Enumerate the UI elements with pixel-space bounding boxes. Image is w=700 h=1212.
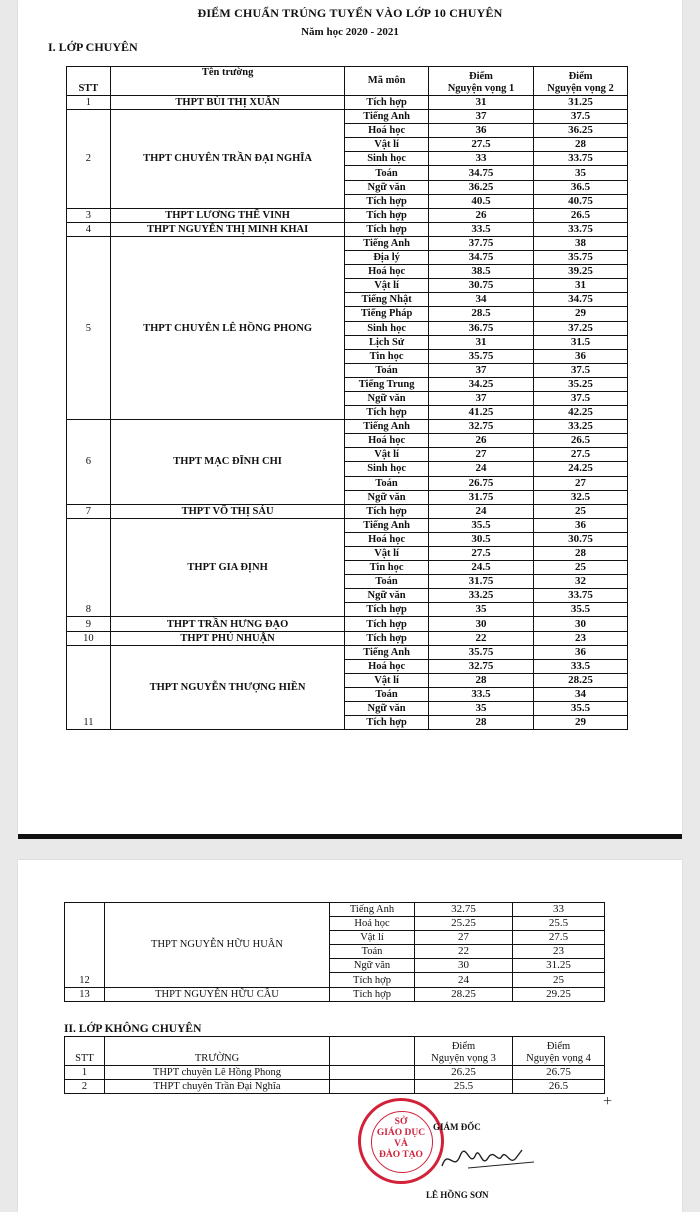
score-nv1-cell: 24.5 <box>428 561 533 575</box>
score-nv1-cell: 28.5 <box>428 307 533 321</box>
subject-cell: Tích hợp <box>345 603 428 617</box>
table-row <box>65 987 605 1001</box>
signatory-title: GIÁM ĐỐC <box>433 1122 481 1132</box>
score-nv2-cell: 28 <box>534 138 628 152</box>
score-nv2-cell: 31.25 <box>534 96 628 110</box>
school-name-cell: THPT PHÚ NHUẬN <box>110 631 345 645</box>
subject-cell: Hoá học <box>345 124 428 138</box>
score-nv2-cell: 26.5 <box>534 434 628 448</box>
score-nv1-cell: 35.75 <box>428 349 533 363</box>
score-nv1-cell: 36 <box>428 124 533 138</box>
subject-cell: Tích hợp <box>345 406 428 420</box>
stt-cell: 5 <box>67 236 111 419</box>
subject-cell: Vật lí <box>345 547 428 561</box>
score-nv2-cell: 30 <box>534 617 628 631</box>
school-name-cell: THPT CHUYÊN LÊ HỒNG PHONG <box>110 236 345 419</box>
table-row <box>67 236 628 250</box>
score-nv3-cell: 26.25 <box>415 1066 513 1080</box>
col-school: TRƯỜNG <box>105 1037 330 1066</box>
score-nv2-cell: 32.5 <box>534 490 628 504</box>
section-1-title: I. LỚP CHUYÊN <box>48 40 138 54</box>
stt-cell: 9 <box>67 617 111 631</box>
subject-cell: Hoá học <box>345 265 428 279</box>
document-page-2 <box>18 860 682 1212</box>
score-nv1-cell: 38.5 <box>428 265 533 279</box>
score-nv1-cell: 28.25 <box>415 987 513 1001</box>
score-nv1-cell: 31.75 <box>428 575 533 589</box>
score-nv1-cell: 28 <box>428 673 533 687</box>
score-nv2-cell: 33.25 <box>534 420 628 434</box>
score-nv2-cell: 33.75 <box>534 589 628 603</box>
subject-cell: Tiếng Nhật <box>345 293 428 307</box>
col-nv4-line1: Điểm <box>546 1041 571 1052</box>
stamp-line-4: ĐÀO TẠO <box>379 1150 423 1160</box>
subject-cell: Ngữ văn <box>345 490 428 504</box>
subject-cell: Toán <box>345 687 428 701</box>
subject-cell: Tiếng Anh <box>345 645 428 659</box>
score-nv2-cell: 32 <box>534 575 628 589</box>
subject-cell: Tiếng Anh <box>345 420 428 434</box>
subject-cell: Sinh học <box>345 152 428 166</box>
stt-cell: 10 <box>67 631 111 645</box>
col-nv1-line2: Nguyện vọng 1 <box>447 83 515 94</box>
score-nv1-cell: 34.75 <box>428 251 533 265</box>
subject-cell: Vật lí <box>345 279 428 293</box>
score-nv2-cell: 35.25 <box>534 377 628 391</box>
subject-cell: Toán <box>345 575 428 589</box>
table-row <box>65 1066 605 1080</box>
table-row <box>67 645 628 659</box>
score-nv2-cell: 36.5 <box>534 180 628 194</box>
score-nv2-cell: 23 <box>534 631 628 645</box>
score-nv3-cell: 25.5 <box>415 1080 513 1094</box>
subject-cell: Sinh học <box>345 462 428 476</box>
col-nv3 <box>415 1037 513 1066</box>
score-nv2-cell: 25.5 <box>513 917 605 931</box>
table-row <box>67 504 628 518</box>
score-nv2-cell: 37.5 <box>534 110 628 124</box>
score-nv2-cell: 36 <box>534 518 628 532</box>
score-nv1-cell: 31 <box>428 335 533 349</box>
score-nv1-cell: 37 <box>428 391 533 405</box>
table-row <box>67 222 628 236</box>
score-nv2-cell: 37.25 <box>534 321 628 335</box>
score-nv2-cell: 38 <box>534 236 628 250</box>
subject-cell: Tin học <box>345 561 428 575</box>
score-nv2-cell: 27 <box>534 476 628 490</box>
subject-cell: Toán <box>345 476 428 490</box>
school-name-cell: THPT NGUYỄN HỮU HUÂN <box>105 903 330 988</box>
subject-cell: Tích hợp <box>345 631 428 645</box>
blank-cell <box>330 1080 415 1094</box>
subject-cell: Toán <box>345 166 428 180</box>
pen-mark: + <box>603 1093 613 1110</box>
stt-cell: 4 <box>67 222 111 236</box>
score-nv2-cell: 33.75 <box>534 222 628 236</box>
subject-cell: Hoá học <box>345 659 428 673</box>
stt-cell: 13 <box>65 987 105 1001</box>
score-nv1-cell: 37 <box>428 110 533 124</box>
score-nv1-cell: 27 <box>415 931 513 945</box>
school-name-cell: THPT chuyên Trần Đại Nghĩa <box>105 1080 330 1094</box>
score-nv2-cell: 36.25 <box>534 124 628 138</box>
score-nv2-cell: 36 <box>534 349 628 363</box>
document-title: ĐIỂM CHUẨN TRÚNG TUYỂN VÀO LỚP 10 CHUYÊN <box>197 6 503 20</box>
stt-cell: 3 <box>67 208 111 222</box>
score-nv1-cell: 40.5 <box>428 194 533 208</box>
stt-cell: 6 <box>67 420 111 505</box>
score-nv1-cell: 27 <box>428 448 533 462</box>
table-header-row <box>67 67 628 96</box>
subject-cell: Tích hợp <box>345 504 428 518</box>
stt-cell: 1 <box>65 1066 105 1080</box>
stt-cell: 7 <box>67 504 111 518</box>
score-nv2-cell: 24.25 <box>534 462 628 476</box>
subject-cell: Tiếng Anh <box>345 236 428 250</box>
score-nv2-cell: 34 <box>534 687 628 701</box>
document-page-1 <box>18 0 682 834</box>
score-nv1-cell: 34.75 <box>428 166 533 180</box>
col-blank <box>330 1037 415 1066</box>
col-school: Tên trường <box>110 67 345 96</box>
col-nv4 <box>513 1037 605 1066</box>
score-nv1-cell: 30.75 <box>428 279 533 293</box>
subject-cell: Tích hợp <box>345 96 428 110</box>
score-nv1-cell: 24 <box>428 504 533 518</box>
score-nv2-cell: 28.25 <box>534 673 628 687</box>
subject-cell: Toán <box>345 363 428 377</box>
subject-cell: Tiếng Anh <box>345 110 428 124</box>
subject-cell: Hoá học <box>345 532 428 546</box>
subject-cell: Địa lý <box>345 251 428 265</box>
stt-cell: 12 <box>65 903 105 988</box>
score-nv2-cell: 34.75 <box>534 293 628 307</box>
col-nv2-line2: Nguyện vọng 2 <box>547 83 614 94</box>
school-name-cell: THPT BÙI THỊ XUÂN <box>110 96 345 110</box>
score-nv1-cell: 26 <box>428 208 533 222</box>
signatory-name: LÊ HỒNG SƠN <box>426 1190 489 1200</box>
table-row <box>67 617 628 631</box>
score-nv1-cell: 34.25 <box>428 377 533 391</box>
subject-cell: Ngữ văn <box>345 589 428 603</box>
score-nv1-cell: 24 <box>428 462 533 476</box>
table-row <box>67 96 628 110</box>
score-nv2-cell: 37.5 <box>534 391 628 405</box>
school-name-cell: THPT TRẦN HƯNG ĐẠO <box>110 617 345 631</box>
score-nv2-cell: 25 <box>513 973 605 987</box>
score-nv1-cell: 37 <box>428 363 533 377</box>
subject-cell: Lịch Sử <box>345 335 428 349</box>
score-nv2-cell: 25 <box>534 504 628 518</box>
stt-cell: 8 <box>67 518 111 617</box>
subject-cell: Tích hợp <box>345 222 428 236</box>
score-nv2-cell: 35.5 <box>534 603 628 617</box>
subject-cell: Ngữ văn <box>330 959 415 973</box>
handwritten-signature <box>438 1142 538 1176</box>
score-nv2-cell: 31.25 <box>513 959 605 973</box>
col-subject: Mã môn <box>345 67 428 96</box>
score-nv2-cell: 30.75 <box>534 532 628 546</box>
score-nv1-cell: 35 <box>428 702 533 716</box>
score-nv1-cell: 30.5 <box>428 532 533 546</box>
subject-cell: Tích hợp <box>330 973 415 987</box>
subject-cell: Ngữ văn <box>345 180 428 194</box>
score-nv2-cell: 28 <box>534 547 628 561</box>
score-nv2-cell: 27.5 <box>513 931 605 945</box>
stt-cell: 1 <box>67 96 111 110</box>
subject-cell: Tin học <box>345 349 428 363</box>
school-name-cell: THPT chuyên Lê Hồng Phong <box>105 1066 330 1080</box>
score-nv2-cell: 31.5 <box>534 335 628 349</box>
score-nv2-cell: 35.5 <box>534 702 628 716</box>
official-stamp <box>358 1098 444 1184</box>
score-nv2-cell: 36 <box>534 645 628 659</box>
table-row <box>65 903 605 917</box>
table-row <box>67 518 628 532</box>
subject-cell: Tiếng Trung <box>345 377 428 391</box>
score-nv2-cell: 35.75 <box>534 251 628 265</box>
table-row <box>67 110 628 124</box>
score-nv2-cell: 42.25 <box>534 406 628 420</box>
score-nv1-cell: 32.75 <box>415 903 513 917</box>
subject-cell: Hoá học <box>345 434 428 448</box>
stamp-line-1: SỞ <box>394 1117 408 1127</box>
col-nv3-line1: Điểm <box>451 1041 476 1052</box>
col-nv1 <box>428 67 533 96</box>
table-row <box>67 631 628 645</box>
score-nv1-cell: 26.75 <box>428 476 533 490</box>
score-nv1-cell: 36.75 <box>428 321 533 335</box>
score-nv1-cell: 27.5 <box>428 138 533 152</box>
score-nv1-cell: 35 <box>428 603 533 617</box>
stt-cell: 2 <box>65 1080 105 1094</box>
subject-cell: Toán <box>330 945 415 959</box>
subject-cell: Ngữ văn <box>345 391 428 405</box>
score-nv2-cell: 26.5 <box>534 208 628 222</box>
col-nv1-line1: Điểm <box>468 71 493 82</box>
score-nv2-cell: 25 <box>534 561 628 575</box>
col-nv3-line2: Nguyện vọng 3 <box>431 1053 496 1064</box>
stt-cell: 2 <box>67 110 111 209</box>
score-nv2-cell: 31 <box>534 279 628 293</box>
subject-cell: Vật lí <box>345 138 428 152</box>
score-nv4-cell: 26.75 <box>513 1066 605 1080</box>
table-row <box>65 1080 605 1094</box>
col-stt: STT <box>65 1037 105 1066</box>
score-nv1-cell: 26 <box>428 434 533 448</box>
score-nv1-cell: 33.25 <box>428 589 533 603</box>
score-nv2-cell: 29 <box>534 307 628 321</box>
subject-cell: Tiếng Pháp <box>345 307 428 321</box>
school-year: Năm học 2020 - 2021 <box>301 26 399 38</box>
school-name-cell: THPT LƯƠNG THẾ VINH <box>110 208 345 222</box>
score-nv2-cell: 27.5 <box>534 448 628 462</box>
score-nv1-cell: 35.75 <box>428 645 533 659</box>
school-name-cell: THPT NGUYỄN THƯỢNG HIỀN <box>110 645 345 730</box>
subject-cell: Tiếng Anh <box>345 518 428 532</box>
score-nv2-cell: 40.75 <box>534 194 628 208</box>
section-2-title: II. LỚP KHÔNG CHUYÊN <box>64 1023 202 1035</box>
score-nv2-cell: 33.5 <box>534 659 628 673</box>
table-row <box>67 208 628 222</box>
school-name-cell: THPT CHUYÊN TRẦN ĐẠI NGHĨA <box>110 110 345 209</box>
stamp-line-2: GIÁO DỤC <box>376 1128 426 1138</box>
school-name-cell: THPT VÕ THỊ SÁU <box>110 504 345 518</box>
score-nv1-cell: 37.75 <box>428 236 533 250</box>
specialized-scores-table <box>66 66 628 730</box>
page-separator <box>18 834 682 839</box>
subject-cell: Tiếng Anh <box>330 903 415 917</box>
score-nv1-cell: 33 <box>428 152 533 166</box>
score-nv1-cell: 41.25 <box>428 406 533 420</box>
score-nv1-cell: 33.5 <box>428 222 533 236</box>
table-header-row <box>65 1037 605 1066</box>
score-nv1-cell: 24 <box>415 973 513 987</box>
score-nv2-cell: 29 <box>534 716 628 730</box>
subject-cell: Vật lí <box>345 673 428 687</box>
col-nv2 <box>534 67 628 96</box>
specialized-scores-table-continued <box>64 902 605 1002</box>
score-nv2-cell: 33.75 <box>534 152 628 166</box>
score-nv1-cell: 31 <box>428 96 533 110</box>
subject-cell: Sinh học <box>345 321 428 335</box>
school-name-cell: THPT MẠC ĐĨNH CHI <box>110 420 345 505</box>
subject-cell: Tích hợp <box>345 194 428 208</box>
score-nv2-cell: 37.5 <box>534 363 628 377</box>
score-nv1-cell: 22 <box>428 631 533 645</box>
blank-cell <box>330 1066 415 1080</box>
school-name-cell: THPT NGUYỄN HỮU CẦU <box>105 987 330 1001</box>
score-nv1-cell: 30 <box>415 959 513 973</box>
subject-cell: Ngữ văn <box>345 702 428 716</box>
score-nv1-cell: 33.5 <box>428 687 533 701</box>
non-specialized-scores-table <box>64 1036 605 1094</box>
score-nv1-cell: 32.75 <box>428 420 533 434</box>
col-nv2-line1: Điểm <box>568 71 593 82</box>
score-nv2-cell: 23 <box>513 945 605 959</box>
score-nv4-cell: 26.5 <box>513 1080 605 1094</box>
score-nv1-cell: 36.25 <box>428 180 533 194</box>
col-nv4-line2: Nguyện vọng 4 <box>526 1053 591 1064</box>
subject-cell: Tích hợp <box>345 716 428 730</box>
score-nv1-cell: 34 <box>428 293 533 307</box>
score-nv1-cell: 35.5 <box>428 518 533 532</box>
subject-cell: Tích hợp <box>345 208 428 222</box>
score-nv1-cell: 25.25 <box>415 917 513 931</box>
score-nv1-cell: 31.75 <box>428 490 533 504</box>
score-nv1-cell: 22 <box>415 945 513 959</box>
score-nv1-cell: 27.5 <box>428 547 533 561</box>
subject-cell: Vật lí <box>345 448 428 462</box>
score-nv1-cell: 30 <box>428 617 533 631</box>
score-nv2-cell: 29.25 <box>513 987 605 1001</box>
score-nv1-cell: 28 <box>428 716 533 730</box>
score-nv2-cell: 35 <box>534 166 628 180</box>
stamp-line-3: VÀ <box>394 1139 408 1149</box>
subject-cell: Vật lí <box>330 931 415 945</box>
subject-cell: Tích hợp <box>330 987 415 1001</box>
stt-cell: 11 <box>67 645 111 730</box>
score-nv2-cell: 39.25 <box>534 265 628 279</box>
table-row <box>67 420 628 434</box>
subject-cell: Tích hợp <box>345 617 428 631</box>
col-stt: STT <box>67 67 111 96</box>
score-nv2-cell: 33 <box>513 903 605 917</box>
school-name-cell: THPT NGUYỄN THỊ MINH KHAI <box>110 222 345 236</box>
subject-cell: Hoá học <box>330 917 415 931</box>
score-nv1-cell: 32.75 <box>428 659 533 673</box>
school-name-cell: THPT GIA ĐỊNH <box>110 518 345 617</box>
